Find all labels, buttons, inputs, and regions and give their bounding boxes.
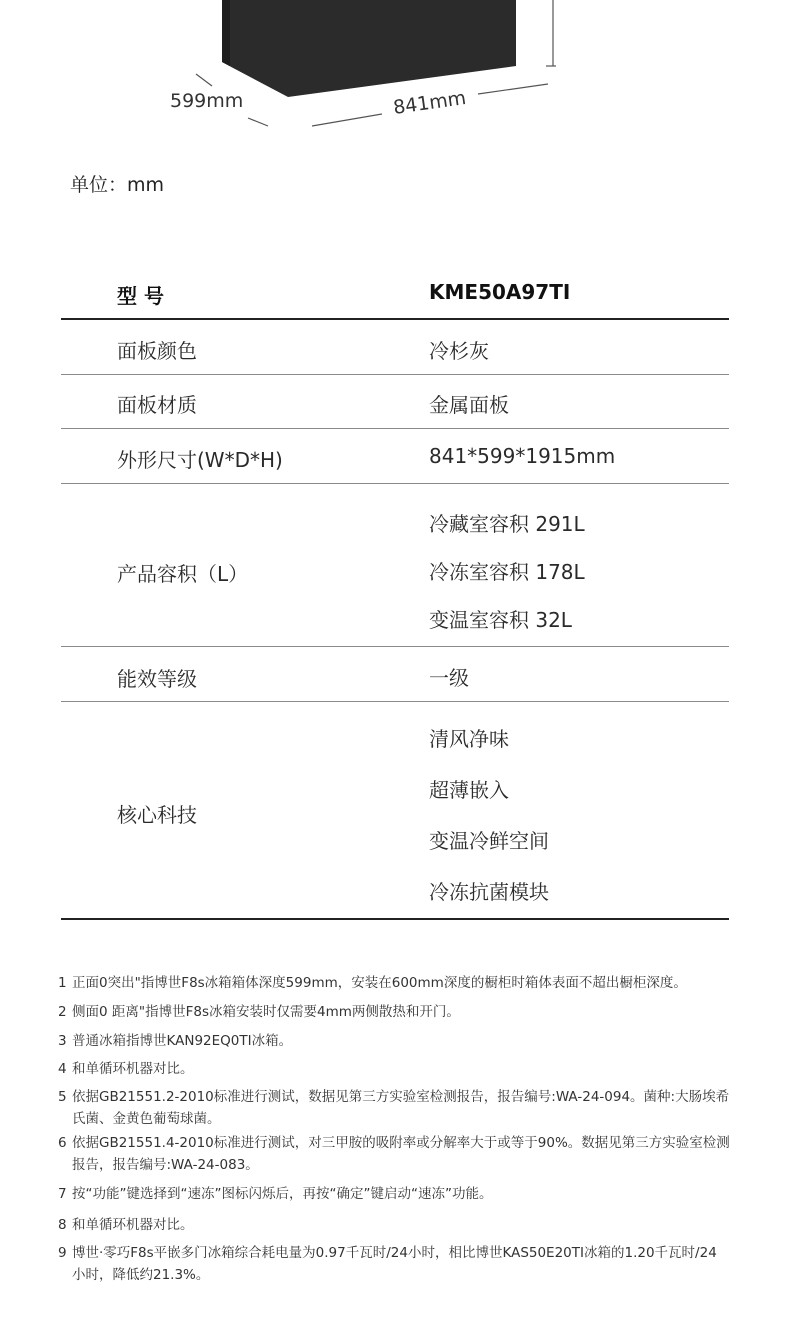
spec-table [61,268,729,920]
footnote-text: 侧面0 距离"指博世F8s冰箱安装时仅需要4mm两侧散热和开门。 [72,1004,460,1020]
footnote-number: 9 [58,1245,67,1261]
spec-value: 冷冻抗菌模块 [429,880,549,904]
width-label: 841mm [391,87,468,119]
spec-row-panel-material [61,375,729,429]
footnote-number: 3 [58,1033,67,1049]
fridge-dimension-drawing [0,0,790,140]
fridge-cabinet [222,0,516,97]
depth-dimension-tick-bottom [248,118,268,126]
model-value: KME50A97TI [429,280,571,304]
footnote-number: 6 [58,1135,67,1151]
spec-key: 面板颜色 [117,339,197,363]
spec-row-core-tech [61,702,729,920]
width-dimension-line-left [312,114,382,126]
footnote-number: 4 [58,1061,67,1077]
footnote-number: 2 [58,1004,67,1020]
footnote-number: 1 [58,975,67,991]
spec-row-energy-grade [61,647,729,702]
spec-value: 冷冻室容积 178L [429,560,585,584]
footnote-text: 依据GB21551.2-2010标准进行测试，数据见第三方实验室检测报告，报告编号:WA-24-094。菌种:大肠埃希氏菌、金黄色葡萄球菌。 [72,1089,730,1127]
dimension-diagram [0,0,790,140]
footnote-text: 按“功能”键选择到“速冻”图标闪烁后，再按“确定”键启动“速冻”功能。 [72,1186,493,1202]
spec-value: 变温室容积 32L [429,608,572,632]
footnote-text: 正面0突出"指博世F8s冰箱箱体深度599mm，安装在600mm深度的橱柜时箱体表面不超出橱柜深度。 [72,975,687,991]
footnote-text: 博世·零巧F8s平嵌多门冰箱综合耗电量为0.97千瓦时/24小时，相比博世KAS50E20TI冰箱的1.20千瓦时/24小时，降低约21.3%。 [72,1245,717,1283]
footnote-text: 普通冰箱指博世KAN92EQ0TI冰箱。 [72,1033,293,1049]
spec-key: 外形尺寸(W*D*H) [117,448,283,472]
footnote-text: 和单循环机器对比。 [72,1061,194,1077]
spec-key: 产品容积（L） [117,562,249,586]
spec-key: 核心科技 [117,803,197,827]
footnote-text: 依据GB21551.4-2010标准进行测试，对三甲胺的吸附率或分解率大于或等于90%。数据见第三方实验室检测报告，报告编号:WA-24-083。 [72,1135,730,1173]
spec-value: 冷杉灰 [429,339,489,363]
footnote-text: 和单循环机器对比。 [72,1217,194,1233]
depth-label: 599mm [170,90,244,112]
spec-value: 变温冷鲜空间 [429,829,549,853]
model-key: 型 号 [117,284,164,308]
spec-key: 面板材质 [117,393,197,417]
footnote-number: 8 [58,1217,67,1233]
spec-key: 能效等级 [117,667,197,691]
spec-value: 一级 [429,666,469,690]
spec-value: 金属面板 [429,393,509,417]
width-dimension-line-right [478,84,548,94]
unit-label: 单位：mm [70,174,165,196]
spec-row-capacity [61,484,729,647]
spec-value: 清风净味 [429,727,509,751]
footnote-number: 7 [58,1186,67,1202]
depth-dimension-tick-top [196,74,212,86]
spec-value: 841*599*1915mm [429,444,616,468]
spec-row-panel-color [61,320,729,375]
spec-value: 超薄嵌入 [429,778,509,802]
footnote-number: 5 [58,1089,67,1105]
spec-row-dimensions [61,429,729,484]
spec-value: 冷藏室容积 291L [429,512,585,536]
spec-header-row [61,268,729,320]
